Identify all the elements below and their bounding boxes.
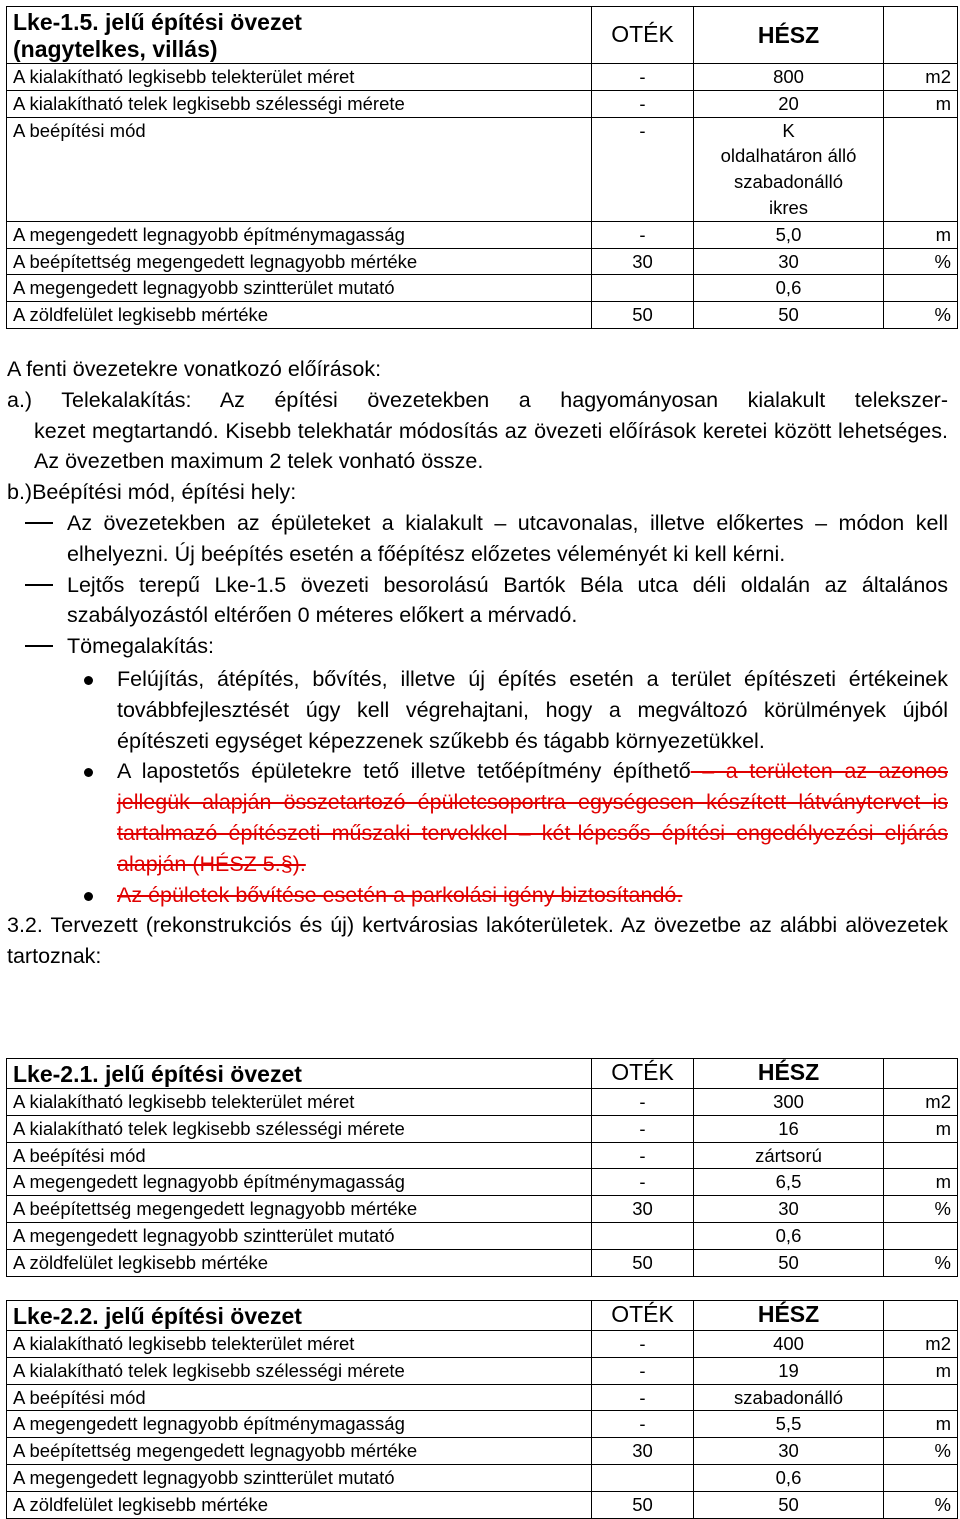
hesz-value: 5,0 <box>694 221 884 248</box>
hesz-value: 300 <box>694 1089 884 1116</box>
zone-table-lke-1-5 <box>6 6 958 329</box>
otek-value: - <box>592 117 694 221</box>
unit-value: % <box>884 248 958 275</box>
regulations-text <box>7 354 948 972</box>
table-row <box>7 1464 958 1491</box>
dash-icon <box>25 645 53 647</box>
list-item-text: Tömegalakítás: <box>67 634 214 659</box>
unit-value: m <box>884 1357 958 1384</box>
row-label: A beépítési mód <box>7 117 592 221</box>
otek-value: 50 <box>592 302 694 329</box>
unit-value: m <box>884 1115 958 1142</box>
hesz-value: 30 <box>694 248 884 275</box>
table-title: Lke-2.2. jelű építési övezet <box>7 1301 592 1331</box>
bullet-icon <box>84 892 93 901</box>
column-header-unit <box>884 1059 958 1089</box>
otek-value: 50 <box>592 1249 694 1276</box>
column-header-unit <box>884 7 958 64</box>
otek-value: - <box>592 1357 694 1384</box>
table-header-row <box>7 1301 958 1331</box>
table-row <box>7 64 958 91</box>
unit-value: m <box>884 90 958 117</box>
hesz-value: 20 <box>694 90 884 117</box>
column-header-otek: OTÉK <box>592 7 694 64</box>
unit-value: % <box>884 1438 958 1465</box>
unit-value <box>884 1142 958 1169</box>
hesz-value: 19 <box>694 1357 884 1384</box>
otek-value: 50 <box>592 1491 694 1518</box>
table-header-row <box>7 7 958 64</box>
otek-value: - <box>592 1115 694 1142</box>
unit-value: m2 <box>884 1331 958 1358</box>
table-row <box>7 1384 958 1411</box>
unit-value <box>884 1464 958 1491</box>
table-row <box>7 1249 958 1276</box>
hesz-value: 400 <box>694 1331 884 1358</box>
table-row <box>7 1438 958 1465</box>
dash-list-item <box>7 631 948 662</box>
dash-icon <box>25 522 53 524</box>
hesz-value: 50 <box>694 302 884 329</box>
table-row <box>7 1331 958 1358</box>
table-row <box>7 1169 958 1196</box>
bullet-icon <box>84 768 93 777</box>
table-row <box>7 1089 958 1116</box>
row-label: A beépítettség megengedett legnagyobb mértéke <box>7 248 592 275</box>
table-row <box>7 1196 958 1223</box>
hesz-value: 50 <box>694 1249 884 1276</box>
hesz-value: 800 <box>694 64 884 91</box>
dash-icon <box>25 584 53 586</box>
section-3-2-heading: 3.2. Tervezett (rekonstrukciós és új) kertvárosias lakóterületek. Az övezetbe az alábbi alövezetek tartoznak: <box>7 913 948 969</box>
hesz-value: 50 <box>694 1491 884 1518</box>
unit-value: m2 <box>884 1089 958 1116</box>
unit-value: m <box>884 1411 958 1438</box>
unit-value: m <box>884 1169 958 1196</box>
otek-value: 30 <box>592 1196 694 1223</box>
bullet-list-item <box>7 880 948 911</box>
hesz-value: 6,5 <box>694 1169 884 1196</box>
table-row <box>7 1411 958 1438</box>
row-label: A beépítési mód <box>7 1384 592 1411</box>
hesz-value: szabadonálló <box>694 1384 884 1411</box>
row-label: A zöldfelület legkisebb mértéke <box>7 302 592 329</box>
bullet-list-item <box>7 756 948 879</box>
table-header-row <box>7 1059 958 1089</box>
dash-list-item <box>7 570 948 632</box>
otek-value: - <box>592 1089 694 1116</box>
column-header-unit <box>884 1301 958 1331</box>
column-header-hesz: HÉSZ <box>694 1301 884 1331</box>
otek-value <box>592 1222 694 1249</box>
unit-value <box>884 1222 958 1249</box>
table-row <box>7 1491 958 1518</box>
otek-value: - <box>592 1384 694 1411</box>
hesz-value: K oldalhatáron álló szabadonálló ikres <box>694 117 884 221</box>
unit-value: m <box>884 221 958 248</box>
table-title: Lke-2.1. jelű építési övezet <box>7 1059 592 1089</box>
unit-value <box>884 275 958 302</box>
otek-value: - <box>592 64 694 91</box>
unit-value: m2 <box>884 64 958 91</box>
row-label: A megengedett legnagyobb szintterület mutató <box>7 1222 592 1249</box>
otek-value: 30 <box>592 248 694 275</box>
table-row <box>7 302 958 329</box>
row-label: A megengedett legnagyobb építménymagasság <box>7 1169 592 1196</box>
row-label: A kialakítható legkisebb telekterület méret <box>7 64 592 91</box>
zone-table-lke-2-1 <box>6 1058 958 1277</box>
section-b-title: b.)Beépítési mód, építési hely: <box>7 480 297 505</box>
unit-value: % <box>884 1491 958 1518</box>
hesz-value: 30 <box>694 1196 884 1223</box>
section-a-first-line: a.) Telekalakítás: Az építési övezetekben a hagyományosan kialakult telekszer- <box>7 387 948 412</box>
otek-value: - <box>592 1411 694 1438</box>
zone-table-lke-2-2 <box>6 1300 958 1519</box>
otek-value: - <box>592 1331 694 1358</box>
table-row <box>7 221 958 248</box>
table-row <box>7 90 958 117</box>
row-label: A megengedett legnagyobb szintterület mutató <box>7 275 592 302</box>
row-label: A kialakítható legkisebb telekterület méret <box>7 1089 592 1116</box>
otek-value <box>592 275 694 302</box>
table-row <box>7 117 958 221</box>
row-label: A beépítési mód <box>7 1142 592 1169</box>
bullet-list-item <box>7 664 948 756</box>
intro-paragraph: A fenti övezetekre vonatkozó előírások: <box>7 357 382 381</box>
hesz-value: 30 <box>694 1438 884 1465</box>
unit-value: % <box>884 1249 958 1276</box>
table-row <box>7 275 958 302</box>
row-label: A kialakítható legkisebb telekterület méret <box>7 1331 592 1358</box>
hesz-value: 16 <box>694 1115 884 1142</box>
table-row <box>7 1115 958 1142</box>
hesz-value: 5,5 <box>694 1411 884 1438</box>
dash-list-item <box>7 508 948 570</box>
row-label: A megengedett legnagyobb építménymagasság <box>7 221 592 248</box>
otek-value: - <box>592 1142 694 1169</box>
hesz-value: 0,6 <box>694 1222 884 1249</box>
table-row <box>7 1222 958 1249</box>
row-label: A zöldfelület legkisebb mértéke <box>7 1249 592 1276</box>
otek-value <box>592 1464 694 1491</box>
struck-text: Az épületek bővítése esetén a parkolási igény biztosítandó. <box>117 882 683 907</box>
list-item-text: A lapostetős épületekre tető illetve tetőépítmény építhető <box>117 759 691 784</box>
unit-value <box>884 117 958 221</box>
row-label: A kialakítható telek legkisebb szélességi mérete <box>7 1115 592 1142</box>
otek-value: - <box>592 221 694 248</box>
unit-value: % <box>884 302 958 329</box>
column-header-otek: OTÉK <box>592 1059 694 1089</box>
otek-value: - <box>592 1169 694 1196</box>
list-item-text: Felújítás, átépítés, bővítés, illetve új építés esetén a terület építészeti értékeinek továbbfejlesztését úgy kell végrehajtani, hogy a megváltozó körülmények újból építészeti egységet képezzenek szűkebb és tágabb környezetükkel. <box>117 666 948 753</box>
table-row <box>7 248 958 275</box>
otek-value: 30 <box>592 1438 694 1465</box>
column-header-hesz: HÉSZ <box>694 1059 884 1089</box>
section-a-body: kezet megtartandó. Kisebb telekhatár módosítás az övezeti előírások keretei között lehetséges. Az övezetben maximum 2 telek vonható össze. <box>34 418 948 474</box>
bullet-icon <box>84 676 93 685</box>
column-header-hesz: HÉSZ <box>694 7 884 64</box>
row-label: A kialakítható telek legkisebb szélességi mérete <box>7 90 592 117</box>
hesz-value: 0,6 <box>694 1464 884 1491</box>
row-label: A beépítettség megengedett legnagyobb mértéke <box>7 1438 592 1465</box>
list-item-text: Az övezetekben az épületeket a kialakult – utcavonalas, illetve előkertes – módon kell elhelyezni. Új beépítés esetén a főépítész előzetes véleményét ki kell kérni. <box>67 510 948 566</box>
row-label: A beépítettség megengedett legnagyobb mértéke <box>7 1196 592 1223</box>
table-title: Lke-1.5. jelű építési övezet (nagytelkes, villás) <box>7 7 592 64</box>
table-row <box>7 1142 958 1169</box>
hesz-value: 0,6 <box>694 275 884 302</box>
hesz-value: zártsorú <box>694 1142 884 1169</box>
table-row <box>7 1357 958 1384</box>
row-label: A megengedett legnagyobb szintterület mutató <box>7 1464 592 1491</box>
row-label: A kialakítható telek legkisebb szélességi mérete <box>7 1357 592 1384</box>
struck-text: – a területen az azonos jellegük alapján összetartozó épületcsoportra egységesen készített látványtervet is tartalmazó építészeti műszaki tervekkel – két-lépcsős építési engedélyezési eljárás alapján (HÉSZ 5.§). <box>117 759 948 876</box>
row-label: A megengedett legnagyobb építménymagasság <box>7 1411 592 1438</box>
unit-value: % <box>884 1196 958 1223</box>
list-item-text: Lejtős terepű Lke-1.5 övezeti besorolású Bartók Béla utca déli oldalán az általános szabályozástól eltérően 0 méteres előkert a mérvadó. <box>67 572 948 628</box>
unit-value <box>884 1384 958 1411</box>
otek-value: - <box>592 90 694 117</box>
column-header-otek: OTÉK <box>592 1301 694 1331</box>
row-label: A zöldfelület legkisebb mértéke <box>7 1491 592 1518</box>
